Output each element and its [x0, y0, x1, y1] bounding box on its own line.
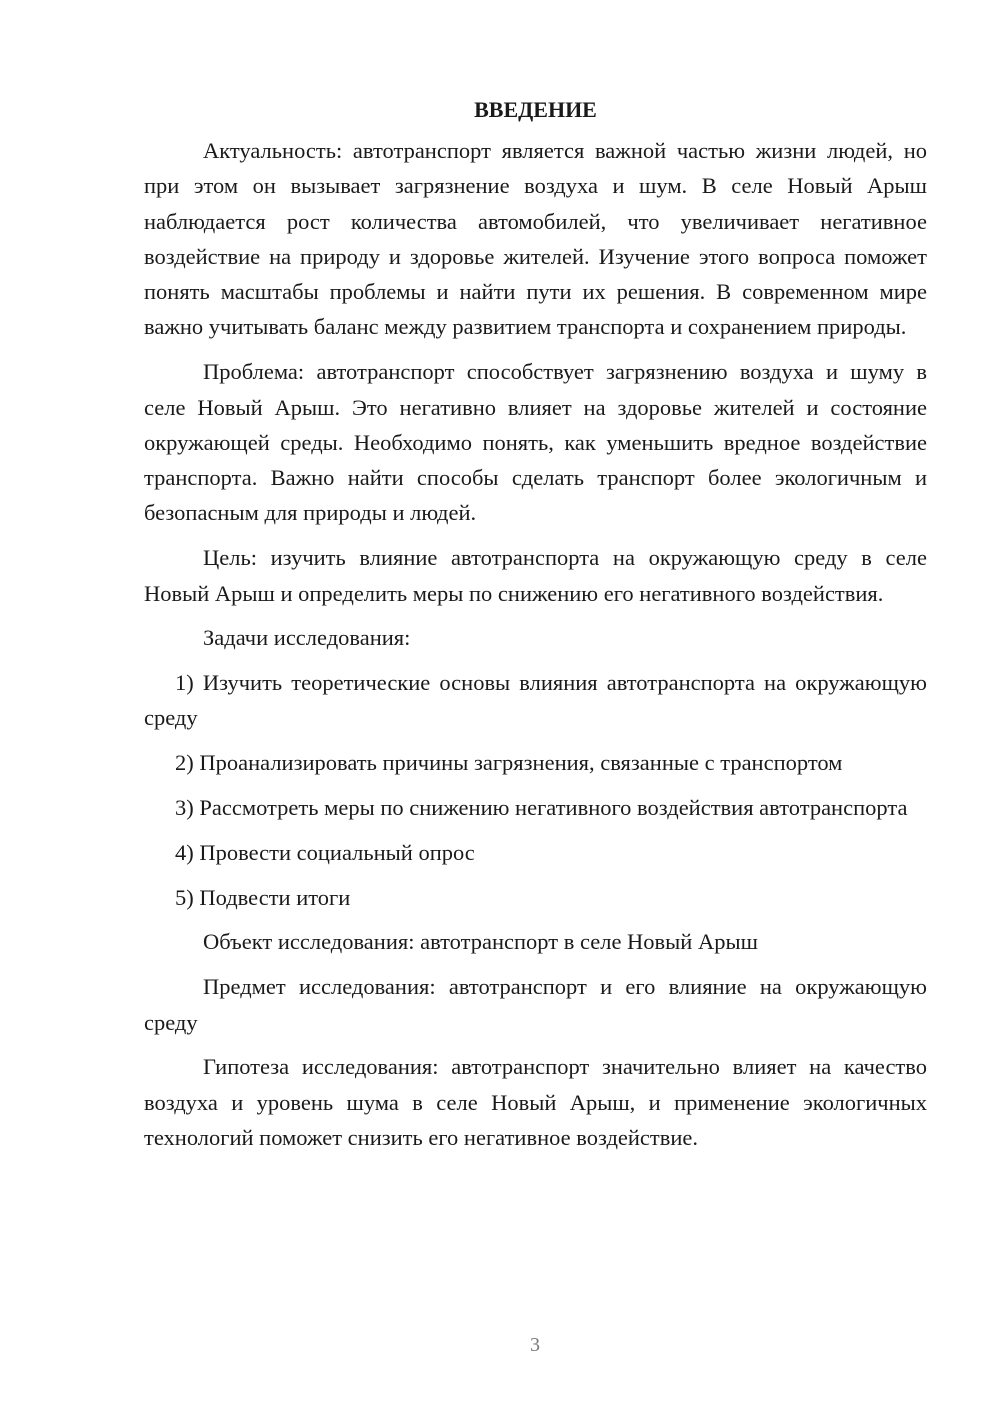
paragraph-hypothesis: Гипотеза исследования: автотранспорт значительно влияет на качество воздуха и уровень шума в селе Новый Арыш, и применение экологичных технологий поможет снизить его негативное воздействие.: [144, 1054, 927, 1150]
section-title: ВВЕДЕНИЕ: [474, 97, 597, 122]
page-content: [144, 92, 927, 1165]
paragraph-goal: Цель: изучить влияние автотранспорта на окружающую среду в селе Новый Арыш и определить меры по снижению его негативного воздействия.: [144, 545, 927, 606]
paragraph-problem: Проблема: автотранспорт способствует загрязнению воздуха и шуму в селе Новый Арыш. Это негативно влияет на здоровье жителей и состояние окружающей среды. Необходимо понять, как уменьшить вредное воздействие транспорта. Важно найти способы сделать транспорт более экологичным и безопасным для природы и людей.: [144, 359, 927, 526]
page-number: 3: [530, 1334, 540, 1356]
paragraph-object: Объект исследования: автотранспорт в селе Новый Арыш: [203, 929, 758, 955]
paragraph-relevance: Актуальность: автотранспорт является важной частью жизни людей, но при этом он вызывает загрязнение воздуха и шум. В селе Новый Арыш наблюдается рост количества автомобилей, что увеличивает негативное воздействие на природу и здоровье жителей. Изучение этого вопроса поможет понять масштабы проблемы и найти пути их решения. В современном мире важно учитывать баланс между развитием транспорта и сохранением природы.: [144, 138, 927, 340]
task-item-5: 5) Подвести итоги: [175, 884, 351, 910]
task-item-2: 2) Проанализировать причины загрязнения, связанные с транспортом: [175, 750, 843, 776]
paragraph-subject: Предмет исследования: автотранспорт и его влияние на окружающую среду: [144, 974, 927, 1035]
task-item-3: 3) Рассмотреть меры по снижению негативного воздействия автотранспорта: [175, 795, 908, 821]
task-item-4: 4) Провести социальный опрос: [175, 839, 475, 865]
paragraph-tasks-heading: Задачи исследования:: [203, 625, 411, 651]
task-item-1: 1) Изучить теоретические основы влияния автотранспорта на окружающую среду: [144, 670, 927, 731]
